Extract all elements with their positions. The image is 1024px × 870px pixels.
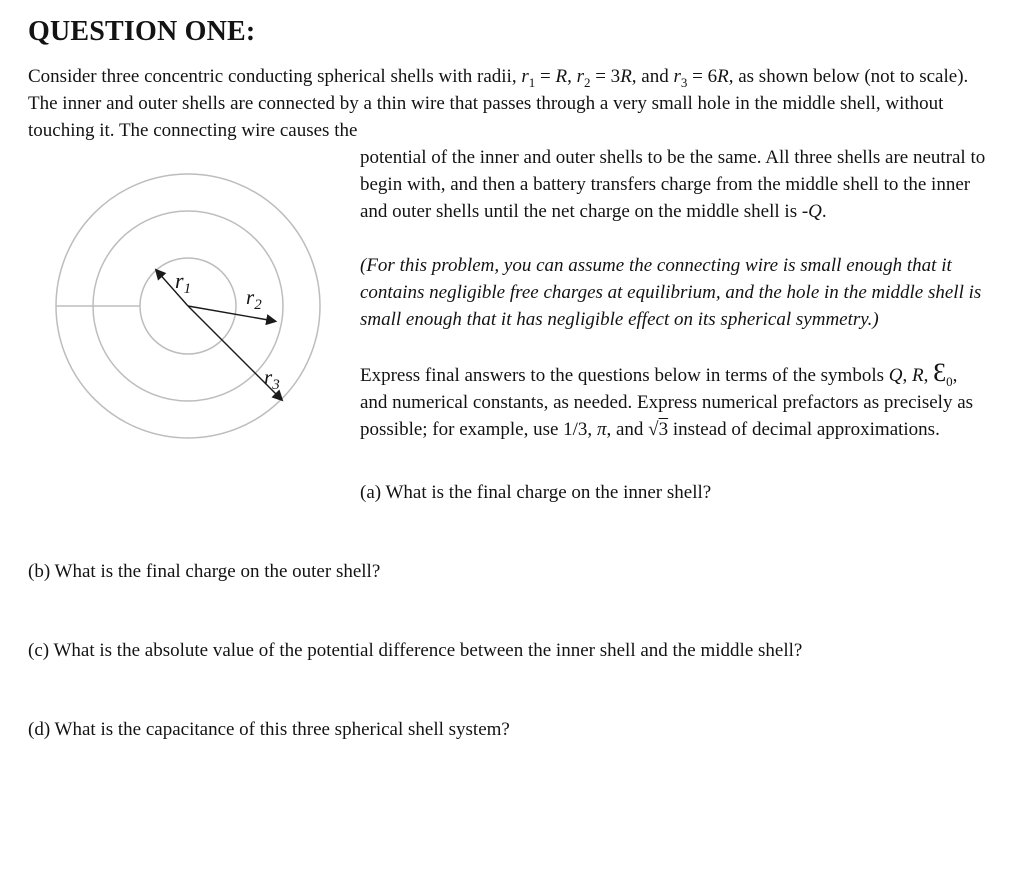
concentric-shells-diagram — [28, 146, 360, 466]
question-a: (a) What is the final charge on the inner shell? — [360, 482, 712, 503]
express-instructions: Express final answers to the questions below in terms of the symbols Q, R, $Ɛ_0$, and numerical constants, as needed. Express numerical prefactors as precisely as possible; for example, use 1/3, π, and √3 instead of decimal approximations. — [360, 358, 974, 440]
r1-label: $r_1$ — [175, 268, 192, 297]
question-title: QUESTION ONE: — [28, 16, 256, 47]
assumption-note: (For this problem, you can assume the connecting wire is small enough that it contains negligible free charges at equilibrium, and the hole in the middle shell is small enough that it has negligible effect on its spherical symmetry.) — [360, 255, 982, 330]
question-c: (c) What is the absolute value of the potential difference between the inner shell and the middle shell? — [28, 640, 803, 661]
question-b: (b) What is the final charge on the outer shell? — [28, 561, 381, 582]
r2-label: $r_2$ — [246, 285, 262, 313]
question-d: (d) What is the capacitance of this three spherical shell system? — [28, 719, 510, 740]
questions-section — [28, 479, 986, 743]
figure-container — [28, 146, 360, 466]
r3-label: $r_3$ — [264, 365, 280, 393]
intro-paragraph-part1: Consider three concentric conducting spherical shells with radii, $r_1 = R$, $r_2 = 3R$, and $r_3 = 6R$, as shown below (not to scale). The inner and outer shells are connected by a thin wire that passes through a very small hole in the middle shell, without touching it. The connecting wire causes the — [28, 66, 969, 141]
intro-paragraph-part2: potential of the inner and outer shells to be the same. All three shells are neutral to begin with, and then a battery transfers charge from the middle shell to the inner and outer shells until the net charge on the middle shell is -Q. — [360, 147, 986, 222]
